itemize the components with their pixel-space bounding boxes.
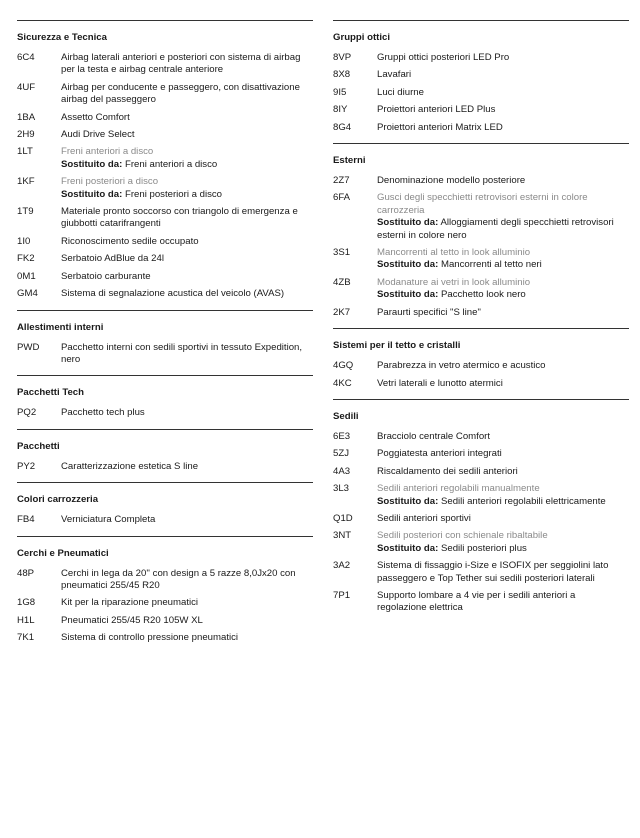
section-title: Colori carrozzeria xyxy=(17,494,99,506)
option-text: Airbag laterali anteriori e posteriori con sistema di airbag per la testa e airbag centrale anteriore xyxy=(61,52,301,76)
option-code: 9I5 xyxy=(333,86,347,98)
replaced-option: Sedili anteriori regolabili manualmente xyxy=(377,483,540,495)
option-description xyxy=(377,52,629,64)
equipment-item xyxy=(333,52,629,64)
option-code: 2H9 xyxy=(17,129,35,141)
section-title: Esterni xyxy=(333,155,366,167)
section-title: Cerchi e Pneumatici xyxy=(17,547,109,559)
option-text: Sistema di fissaggio i-Size e ISOFIX per seggiolini lato passeggero e Top Tether sui sedili posteriori laterali xyxy=(377,560,609,584)
option-code: PWD xyxy=(17,341,40,353)
item-list xyxy=(333,175,629,328)
option-description xyxy=(377,530,629,555)
section-sedili xyxy=(333,399,629,624)
option-description xyxy=(61,271,313,283)
option-text: Materiale pronto soccorso con triangolo di emergenza e giubbotti catarifrangenti xyxy=(61,206,298,230)
option-description xyxy=(377,104,629,116)
equipment-item xyxy=(333,122,629,134)
option-description xyxy=(377,483,629,508)
option-description xyxy=(377,192,629,242)
option-description xyxy=(61,253,313,265)
replacement-option: Alloggiamenti degli specchietti retrovisori esterni in colore nero xyxy=(377,217,614,241)
section-title: Gruppi ottici xyxy=(333,32,391,43)
equipment-item xyxy=(17,597,313,609)
option-code: 3A2 xyxy=(333,560,351,572)
replaced-by-label: Sostituito da: xyxy=(377,289,439,301)
equipment-item xyxy=(333,483,629,508)
option-text: Audi Drive Select xyxy=(61,129,135,141)
option-text: Gruppi ottici posteriori LED Pro xyxy=(377,52,510,63)
section-pacchetti-tech xyxy=(17,375,313,428)
option-description xyxy=(377,590,629,615)
replacement-option: Freni anteriori a disco xyxy=(124,158,218,170)
equipment-item xyxy=(333,175,629,187)
option-code: 8VP xyxy=(333,52,352,63)
section-gruppi-ottici xyxy=(333,20,629,143)
option-text: Lavafari xyxy=(377,69,412,81)
section-allestimenti-interni xyxy=(17,310,313,376)
equipment-item xyxy=(333,277,629,302)
option-code: PQ2 xyxy=(17,407,37,419)
replacement-line xyxy=(377,217,623,242)
item-list xyxy=(333,431,629,624)
replaced-by-label: Sostituito da: xyxy=(377,495,439,507)
equipment-item xyxy=(333,590,629,615)
replacement-option: Mancorrenti al tetto neri xyxy=(440,259,542,271)
option-code: 3NT xyxy=(333,530,352,542)
replaced-by-label: Sostituito da: xyxy=(377,542,439,554)
option-code: 1G8 xyxy=(17,597,36,609)
option-description xyxy=(61,112,313,124)
option-description xyxy=(377,247,629,272)
option-description xyxy=(377,122,629,134)
option-code: GM4 xyxy=(17,288,38,300)
option-code: 5ZJ xyxy=(333,448,349,460)
option-description xyxy=(61,82,313,107)
option-text: Poggiatesta anteriori integrati xyxy=(377,448,502,460)
section-pacchetti xyxy=(17,429,313,482)
option-description xyxy=(377,307,629,319)
section-cerchi-e-pneumatici xyxy=(17,536,313,654)
option-description xyxy=(61,615,313,627)
option-code: 8X8 xyxy=(333,69,351,81)
option-description xyxy=(377,69,629,81)
option-text: Serbatoio AdBlue da 24l xyxy=(61,253,164,265)
equipment-item xyxy=(17,632,313,644)
option-code: 6E3 xyxy=(333,430,351,442)
option-code: 1I0 xyxy=(17,235,31,247)
equipment-item xyxy=(17,407,313,419)
option-text: Riconoscimento sedile occupato xyxy=(61,235,199,247)
option-code: 3S1 xyxy=(333,247,351,259)
option-code: 6C4 xyxy=(17,52,35,63)
replaced-option: Modanature ai vetri in look alluminio xyxy=(377,276,531,288)
option-code: 4KC xyxy=(333,377,352,389)
item-list xyxy=(17,568,313,654)
option-text: Pacchetto interni con sedili sportivi in tessuto Expedition, nero xyxy=(61,341,303,365)
option-description xyxy=(61,514,313,526)
option-code: 1LT xyxy=(17,146,33,158)
equipment-item xyxy=(333,87,629,99)
option-text: Pacchetto tech plus xyxy=(61,407,145,419)
section-colori-carrozzeria xyxy=(17,482,313,535)
option-description xyxy=(61,568,313,593)
option-text: Sistema di controllo pressione pneumatici xyxy=(61,632,239,644)
replacement-option: Freni posteriori a disco xyxy=(124,188,223,200)
section-title: Pacchetti xyxy=(17,440,60,452)
option-description xyxy=(61,461,313,473)
equipment-item xyxy=(333,247,629,272)
equipment-item xyxy=(17,514,313,526)
equipment-item xyxy=(17,253,313,265)
section-title: Sedili xyxy=(333,410,359,422)
option-description xyxy=(377,360,629,372)
equipment-item xyxy=(333,448,629,460)
option-text: Caratterizzazione estetica S line xyxy=(61,460,199,472)
equipment-item xyxy=(333,378,629,390)
option-code: Q1D xyxy=(333,512,353,524)
option-description xyxy=(377,560,629,585)
replaced-by-label: Sostituito da: xyxy=(61,188,123,200)
option-description xyxy=(377,513,629,525)
option-text: Cerchi in lega da 20'' con design a 5 razze 8,0Jx20 con pneumatici 255/45 R20 xyxy=(61,567,296,591)
replaced-option: Freni anteriori a disco xyxy=(61,146,154,158)
replaced-option: Freni posteriori a disco xyxy=(61,176,159,188)
equipment-item xyxy=(17,568,313,593)
equipment-item xyxy=(17,112,313,124)
equipment-item xyxy=(17,129,313,141)
option-text: Sistema di segnalazione acustica del veicolo (AVAS) xyxy=(61,288,285,300)
option-code: 8G4 xyxy=(333,121,352,133)
option-code: 3L3 xyxy=(333,483,350,495)
option-code: PY2 xyxy=(17,460,36,472)
option-text: Paraurti specifici "S line" xyxy=(377,306,481,318)
option-text: Proiettori anteriori Matrix LED xyxy=(377,121,503,133)
option-text: Assetto Comfort xyxy=(61,111,130,123)
option-text: Luci diurne xyxy=(377,86,424,98)
replacement-line xyxy=(61,159,307,171)
replaced-by-label: Sostituito da: xyxy=(377,259,439,271)
replacement-option: Sedili anteriori regolabili elettricamente xyxy=(440,495,606,507)
option-text: Kit per la riparazione pneumatici xyxy=(61,597,199,609)
equipment-item xyxy=(17,461,313,473)
option-description xyxy=(61,52,313,77)
option-text: Bracciolo centrale Comfort xyxy=(377,430,491,442)
option-code: 7K1 xyxy=(17,632,35,644)
item-list xyxy=(17,407,313,428)
option-description xyxy=(377,277,629,302)
item-list xyxy=(333,52,629,143)
item-list xyxy=(17,514,313,535)
replaced-by-label: Sostituito da: xyxy=(61,158,123,170)
replacement-line xyxy=(61,189,307,201)
option-description xyxy=(61,236,313,248)
equipment-item xyxy=(333,307,629,319)
section-title: Sistemi per il tetto e cristalli xyxy=(333,340,461,352)
section-title: Sicurezza e Tecnica xyxy=(17,32,107,43)
option-description xyxy=(377,466,629,478)
replaced-option: Sedili posteriori con schienale ribaltabile xyxy=(377,530,548,542)
replaced-by-label: Sostituito da: xyxy=(377,217,439,229)
equipment-item xyxy=(17,288,313,300)
equipment-item xyxy=(17,82,313,107)
option-description xyxy=(61,146,313,171)
equipment-item xyxy=(333,104,629,116)
option-text: Pneumatici 255/45 R20 105W XL xyxy=(61,614,203,626)
replacement-line xyxy=(377,259,623,271)
option-code: 0M1 xyxy=(17,270,36,282)
option-description xyxy=(377,175,629,187)
option-text: Vetri laterali e lunotto atermici xyxy=(377,377,503,389)
replacement-line xyxy=(377,289,623,301)
right-column xyxy=(333,20,629,624)
option-code: 7P1 xyxy=(333,589,351,601)
option-text: Serbatoio carburante xyxy=(61,270,151,282)
option-description xyxy=(61,206,313,231)
equipment-item xyxy=(333,192,629,242)
option-description xyxy=(377,448,629,460)
equipment-item xyxy=(17,206,313,231)
item-list xyxy=(333,360,629,399)
replacement-option: Sedili posteriori plus xyxy=(440,542,527,554)
section-sicurezza-e-tecnica xyxy=(17,20,313,310)
option-code: FB4 xyxy=(17,514,35,526)
equipment-item xyxy=(17,52,313,77)
equipment-item xyxy=(333,360,629,372)
option-description xyxy=(61,288,313,300)
equipment-item xyxy=(333,466,629,478)
replacement-line xyxy=(377,543,623,555)
equipment-item xyxy=(333,69,629,81)
equipment-item xyxy=(333,530,629,555)
item-list xyxy=(17,52,313,310)
replacement-option: Pacchetto look nero xyxy=(440,289,526,301)
option-description xyxy=(377,87,629,99)
option-code: 6FA xyxy=(333,192,351,204)
option-text: Verniciatura Completa xyxy=(61,514,156,526)
option-text: Denominazione modello posteriore xyxy=(377,175,526,187)
replacement-line xyxy=(377,496,623,508)
option-text: Parabrezza in vetro atermico e acustico xyxy=(377,360,546,372)
equipment-item xyxy=(17,176,313,201)
left-column xyxy=(17,20,313,654)
option-code: 2Z7 xyxy=(333,175,350,187)
equipment-item xyxy=(333,513,629,525)
section-title: Allestimenti interni xyxy=(17,321,104,333)
equipment-item xyxy=(17,615,313,627)
option-code: 1KF xyxy=(17,176,35,188)
option-text: Supporto lombare a 4 vie per i sedili anteriori a regolazione elettrica xyxy=(377,589,576,614)
option-description xyxy=(61,597,313,609)
option-code: 2K7 xyxy=(333,306,351,318)
equipment-item xyxy=(333,560,629,585)
option-code: 8IY xyxy=(333,104,348,116)
equipment-item xyxy=(333,431,629,443)
option-description xyxy=(61,632,313,644)
equipment-item xyxy=(17,146,313,171)
equipment-item xyxy=(17,236,313,248)
option-description xyxy=(61,407,313,419)
option-text: Airbag per conducente e passeggero, con disattivazione airbag del passeggero xyxy=(61,81,300,106)
option-code: 4GQ xyxy=(333,360,354,372)
option-text: Sedili anteriori sportivi xyxy=(377,512,471,524)
replaced-option: Mancorrenti al tetto in look alluminio xyxy=(377,247,531,259)
option-text: Proiettori anteriori LED Plus xyxy=(377,104,496,116)
option-description xyxy=(377,378,629,390)
option-code: H1L xyxy=(17,614,35,626)
equipment-item xyxy=(17,271,313,283)
option-description xyxy=(61,342,313,367)
option-code: FK2 xyxy=(17,253,35,265)
option-code: 48P xyxy=(17,567,35,579)
option-description xyxy=(61,129,313,141)
equipment-item xyxy=(17,342,313,367)
option-code: 4ZB xyxy=(333,276,351,288)
section-title: Pacchetti Tech xyxy=(17,387,85,399)
option-code: 1BA xyxy=(17,111,36,123)
option-description xyxy=(61,176,313,201)
item-list xyxy=(17,342,313,376)
option-code: 1T9 xyxy=(17,206,34,218)
option-code: 4UF xyxy=(17,81,36,93)
section-sistemi-per-il-tetto-e-cristalli xyxy=(333,328,629,399)
item-list xyxy=(17,461,313,482)
option-description xyxy=(377,431,629,443)
option-text: Riscaldamento dei sedili anteriori xyxy=(377,465,518,477)
replaced-option: Gusci degli specchietti retrovisori esterni in colore carrozzeria xyxy=(377,192,588,216)
option-code: 4A3 xyxy=(333,465,351,477)
section-esterni xyxy=(333,143,629,328)
